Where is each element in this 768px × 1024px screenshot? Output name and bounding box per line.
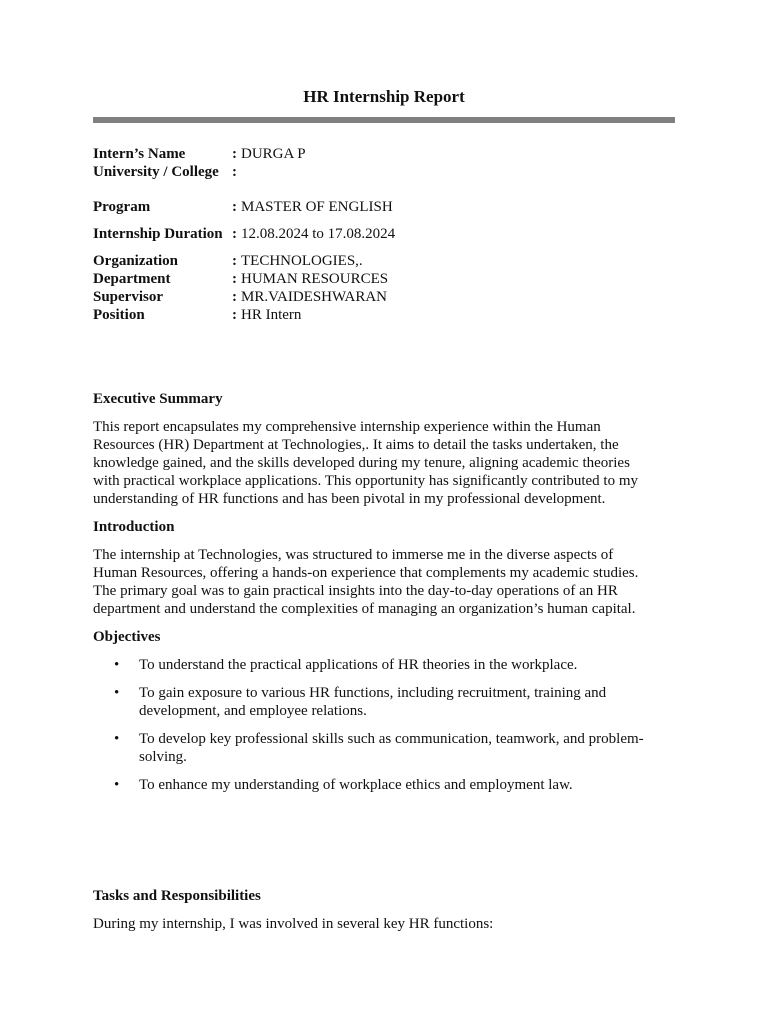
report-title: HR Internship Report <box>303 87 465 106</box>
paragraph-line: During my internship, I was involved in several key HR functions: <box>93 916 494 932</box>
info-row-organization <box>93 252 693 270</box>
paragraph-line: with practical workplace applications. This opportunity has significantly contributed to my <box>93 473 639 489</box>
info-value: MASTER OF ENGLISH <box>241 199 393 215</box>
objectives-list <box>93 656 668 804</box>
bullet-icon: • <box>114 657 120 673</box>
section-heading: Executive Summary <box>93 391 223 407</box>
list-item <box>93 730 668 766</box>
info-label: Department <box>93 271 171 287</box>
organization-info-block <box>93 252 693 324</box>
list-item-line: solving. <box>139 749 187 765</box>
list-item-line: To gain exposure to various HR functions, including recruitment, training and <box>139 685 607 701</box>
intern-info-block <box>93 145 693 181</box>
paragraph-line: This report encapsulates my comprehensive internship experience within the Human <box>93 419 601 435</box>
tasks-intro-block <box>93 915 668 933</box>
title-divider <box>93 117 675 123</box>
info-colon: : <box>232 253 237 269</box>
section-heading: Objectives <box>93 629 161 645</box>
info-label: Supervisor <box>93 289 164 305</box>
info-colon: : <box>232 226 237 242</box>
bullet-icon: • <box>114 777 120 793</box>
paragraph-line: Human Resources, offering a hands-on experience that complements my academic studies. <box>93 565 639 581</box>
paragraph-line: understanding of HR functions and has been pivotal in my professional development. <box>93 491 606 507</box>
list-item <box>93 776 668 794</box>
info-row-department <box>93 270 693 288</box>
info-row-university <box>93 163 693 181</box>
info-row-position <box>93 306 693 324</box>
list-item-line: To develop key professional skills such as communication, teamwork, and problem- <box>139 731 644 747</box>
info-colon: : <box>232 271 237 287</box>
info-row-duration <box>93 225 693 243</box>
paragraph-line: The internship at Technologies, was structured to immerse me in the diverse aspects of <box>93 547 614 563</box>
info-value: HUMAN RESOURCES <box>241 271 389 287</box>
info-label: Internship Duration <box>93 226 223 242</box>
paragraph-line: knowledge gained, and the skills developed during my tenure, aligning academic theories <box>93 455 630 471</box>
executive-summary-paragraph <box>93 418 668 508</box>
info-colon: : <box>232 289 237 305</box>
info-value: 12.08.2024 to 17.08.2024 <box>241 226 396 242</box>
executive-summary-heading-block <box>93 390 668 408</box>
info-value: DURGA P <box>241 146 306 162</box>
list-item <box>93 656 668 674</box>
info-colon: : <box>232 146 237 162</box>
section-heading: Tasks and Responsibilities <box>93 888 261 904</box>
list-item-line: To understand the practical applications of HR theories in the workplace. <box>139 657 578 673</box>
info-row-name <box>93 145 693 163</box>
info-label: Program <box>93 199 151 215</box>
bullet-icon: • <box>114 685 120 701</box>
list-item <box>93 684 668 720</box>
tasks-heading-block <box>93 887 668 905</box>
info-label: Organization <box>93 253 178 269</box>
objectives-heading-block <box>93 628 668 646</box>
paragraph-line: The primary goal was to gain practical insights into the day-to-day operations of an HR <box>93 583 618 599</box>
introduction-heading-block <box>93 518 668 536</box>
info-colon: : <box>232 199 237 215</box>
section-heading: Introduction <box>93 519 175 535</box>
paragraph-line: Resources (HR) Department at Technologies,. It aims to detail the tasks undertaken, the <box>93 437 619 453</box>
duration-info-block <box>93 225 693 243</box>
info-label: Intern’s Name <box>93 146 186 162</box>
info-colon: : <box>232 307 237 323</box>
list-item-line: To enhance my understanding of workplace ethics and employment law. <box>139 777 573 793</box>
program-info-block <box>93 198 693 216</box>
info-label: University / College <box>93 164 219 180</box>
bullet-icon: • <box>114 731 120 747</box>
paragraph-line: department and understand the complexities of managing an organization’s human capital. <box>93 601 636 617</box>
info-row-supervisor <box>93 288 693 306</box>
info-value: HR Intern <box>241 307 302 323</box>
info-value: TECHNOLOGIES,. <box>241 253 363 269</box>
info-row-program <box>93 198 693 216</box>
info-colon: : <box>232 164 237 180</box>
introduction-paragraph <box>93 546 668 618</box>
info-value: MR.VAIDESHWARAN <box>241 289 387 305</box>
list-item-line: development, and employee relations. <box>139 703 367 719</box>
info-label: Position <box>93 307 145 323</box>
